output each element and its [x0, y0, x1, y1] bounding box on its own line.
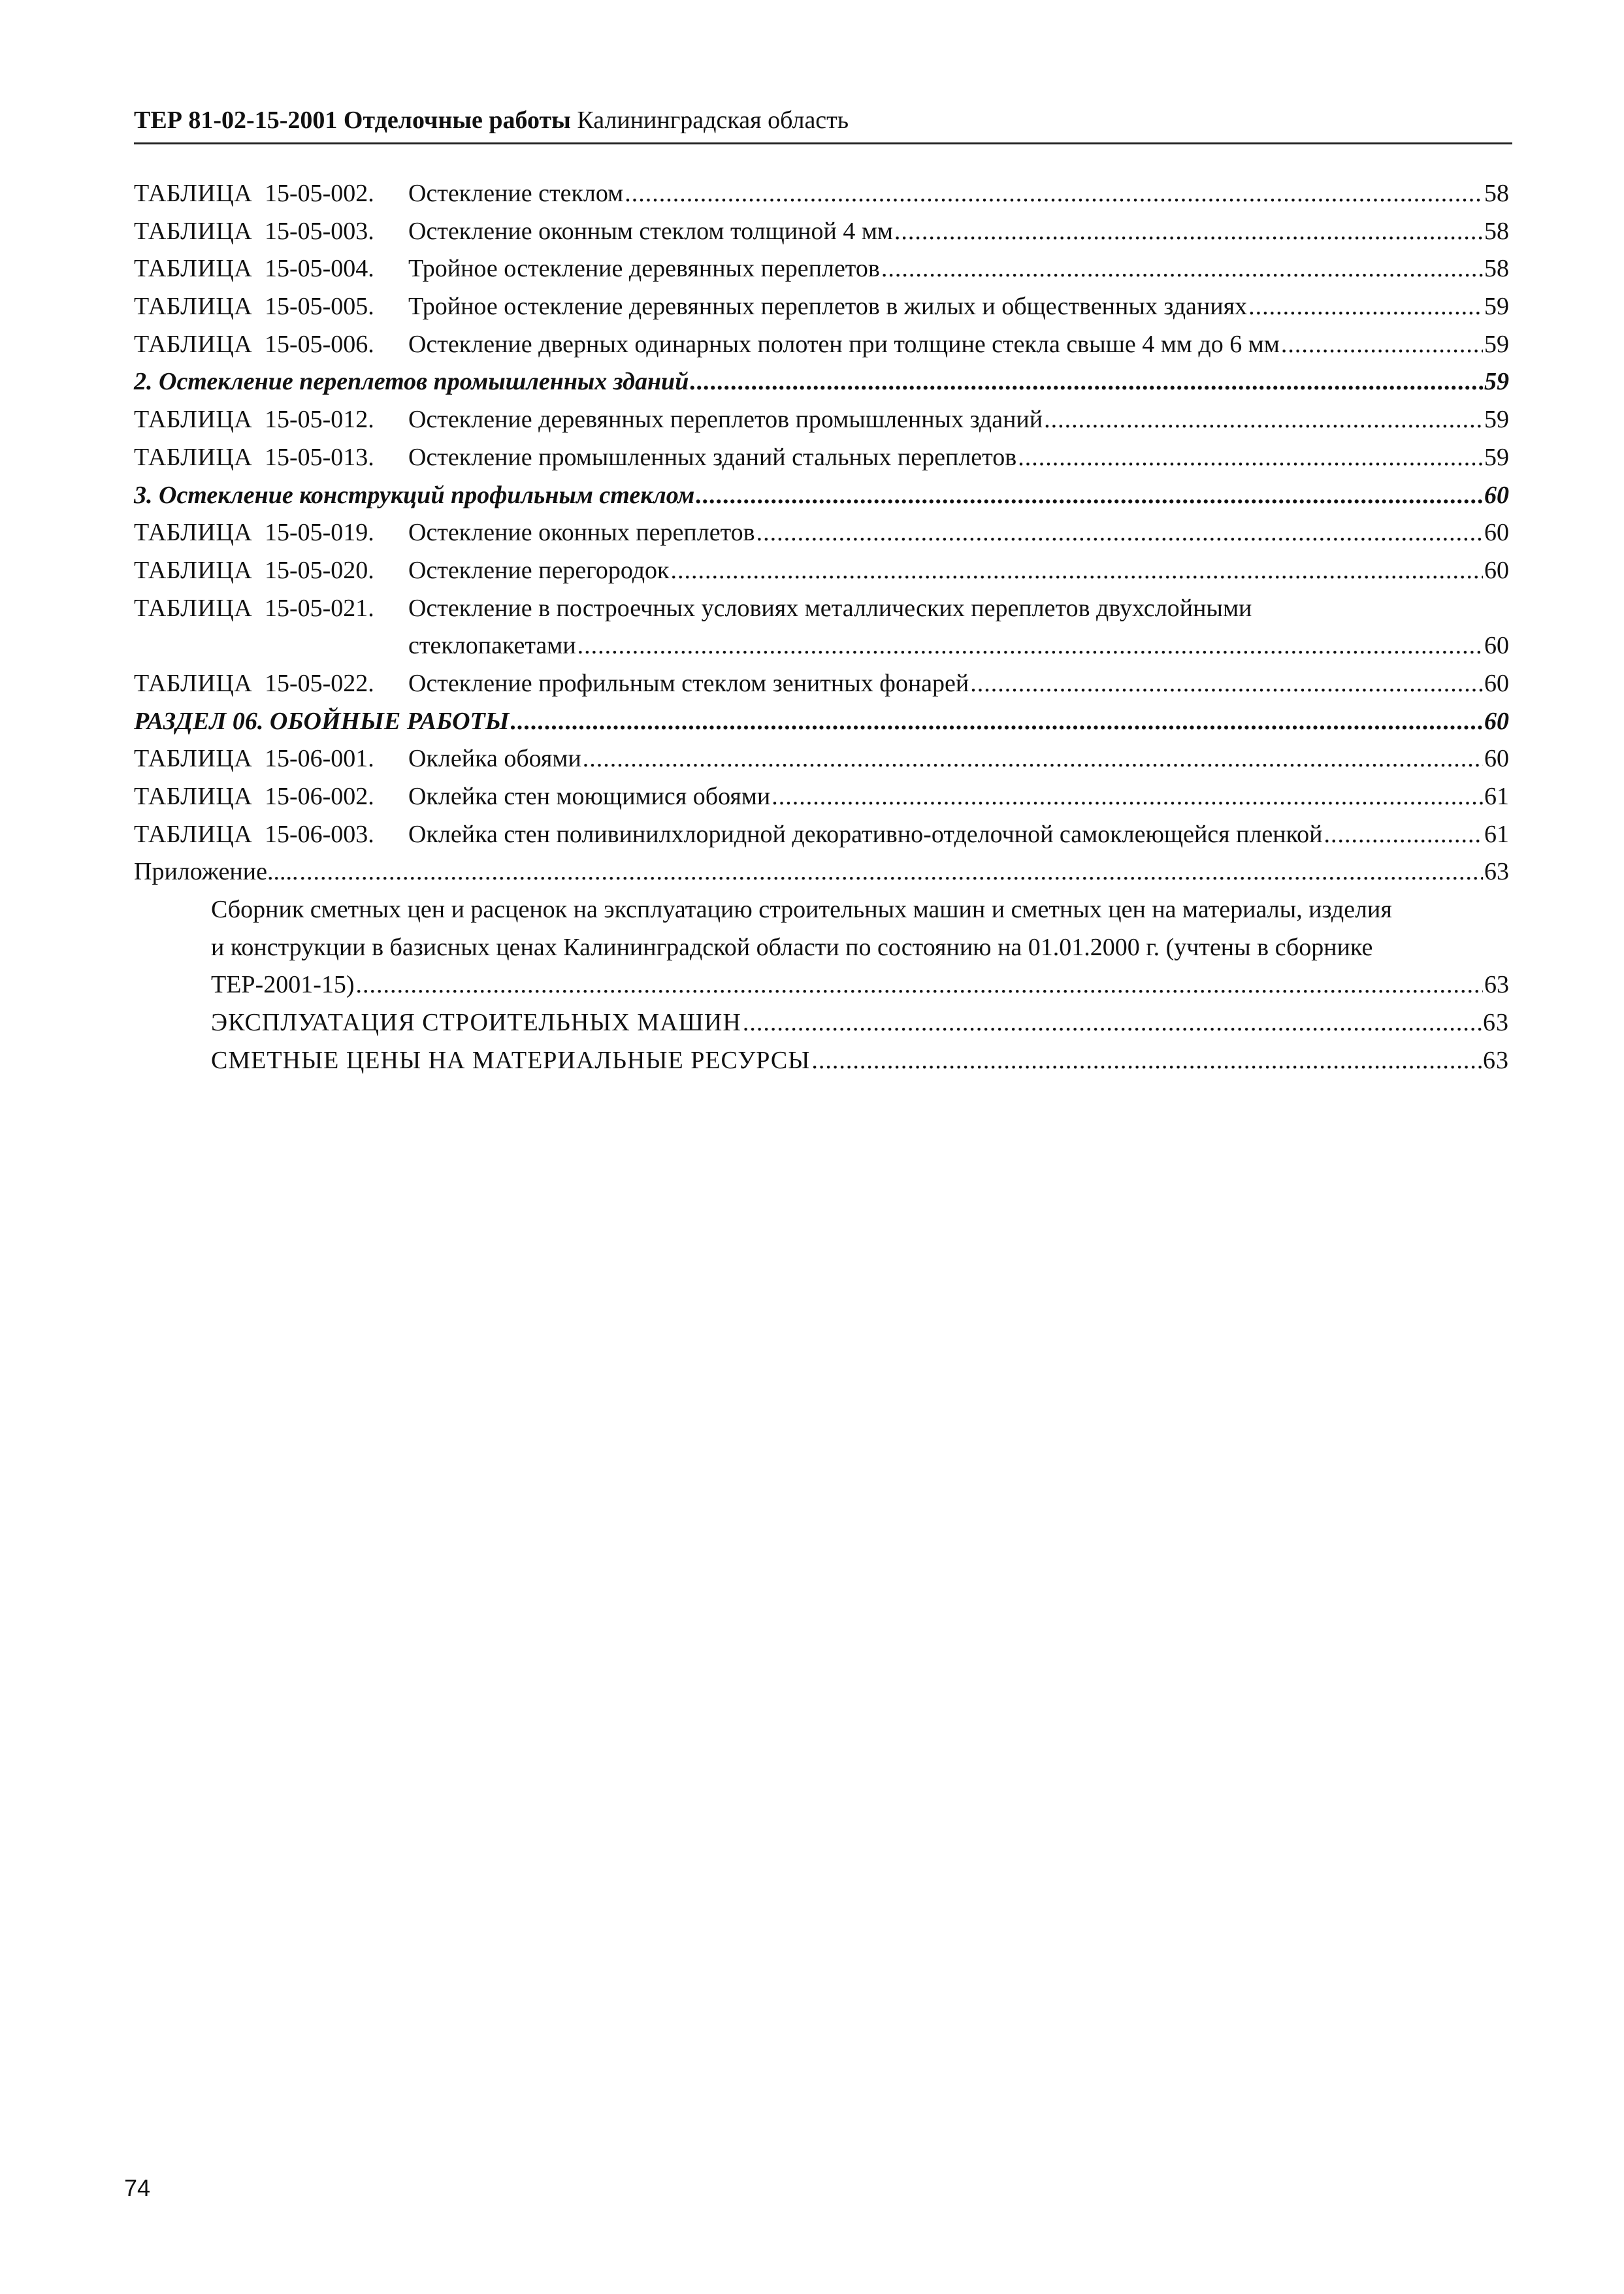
toc-title: Остекление промышленных зданий стальных переплетов	[408, 443, 1017, 471]
dot-leader	[696, 477, 1483, 515]
toc-section-title: 3. Остекление конструкций профильным стеклом	[134, 481, 695, 509]
page-number: 74	[124, 2174, 151, 2201]
toc-entry[interactable]	[134, 740, 1509, 778]
appendix-item[interactable]	[134, 1004, 1509, 1042]
toc-number: 15-05-019.	[265, 519, 374, 547]
toc-number: 15-05-004.	[265, 255, 374, 283]
toc-title: Остекление оконных переплетов	[408, 519, 755, 547]
header-code: ТЕР 81-02-15-2001	[134, 107, 338, 134]
toc-title: Остекление в построечных условиях металлических переплетов двухслойными	[408, 594, 1252, 622]
toc-entry[interactable]	[134, 250, 1509, 288]
header-region: Калининградская область	[577, 107, 849, 134]
dot-leader	[583, 740, 1483, 778]
toc-section-title: 2. Остекление переплетов промышленных зданий	[134, 368, 689, 396]
toc-title: Остекление стеклом	[408, 180, 624, 207]
toc-entry[interactable]	[134, 326, 1509, 364]
toc-title: Остекление профильным стеклом зенитных фонарей	[408, 669, 969, 697]
toc-prefix: ТАБЛИЦА	[134, 669, 253, 697]
toc-prefix: ТАБЛИЦА	[134, 783, 253, 810]
toc-title: Остекление перегородок	[408, 556, 670, 584]
toc-page: 63	[1483, 1046, 1509, 1074]
appendix-collection-line3[interactable]: ТЕР-2001-15) ..... 63	[134, 966, 1509, 1004]
toc-title: Оклейка стен моющимися обоями	[408, 783, 771, 810]
dot-leader	[1018, 439, 1483, 477]
toc-section-title: РАЗДЕЛ 06. ОБОЙНЫЕ РАБОТЫ	[134, 707, 510, 735]
toc-number: 15-06-001.	[265, 745, 374, 773]
toc-title: Остекление дверных одинарных полотен при толщине стекла свыше 4 мм до 6 мм	[408, 330, 1280, 358]
toc-page: 60	[1484, 519, 1509, 547]
dot-leader	[743, 1004, 1482, 1042]
toc-number: 15-05-006.	[265, 330, 374, 358]
dot-leader	[356, 966, 1483, 1004]
toc-prefix: ТАБЛИЦА	[134, 519, 253, 547]
toc-prefix: ТАБЛИЦА	[134, 293, 253, 321]
toc-page: 59	[1484, 293, 1509, 321]
toc-entry-continuation[interactable]	[134, 627, 1509, 665]
toc-page: 60	[1484, 556, 1509, 584]
toc-entry[interactable]	[134, 439, 1509, 477]
toc-entry[interactable]	[134, 778, 1509, 816]
dot-leader	[811, 1042, 1482, 1080]
toc-number: 15-05-021.	[265, 594, 374, 622]
dot-leader	[1248, 288, 1483, 326]
dot-leader	[511, 703, 1483, 741]
toc-entry[interactable]	[134, 816, 1509, 854]
toc-prefix: ТАБЛИЦА	[134, 180, 253, 207]
toc-page: 60	[1484, 669, 1509, 697]
toc-page: 61	[1484, 820, 1509, 848]
toc-page: 59	[1484, 443, 1509, 471]
dot-leader	[771, 778, 1483, 816]
toc-page: 60	[1484, 632, 1509, 660]
appendix-collection-line2: и конструкции в базисных ценах Калининградской области по состоянию на 01.01.2000 г. (учтены в сборнике	[211, 933, 1373, 961]
header-title: Отделочные работы	[343, 107, 571, 134]
toc-appendix[interactable]	[134, 853, 1509, 891]
toc-prefix: ТАБЛИЦА	[134, 820, 253, 848]
dot-leader	[1044, 401, 1483, 439]
toc-entry[interactable]	[134, 401, 1509, 439]
toc-prefix: ТАБЛИЦА	[134, 556, 253, 584]
toc-entry[interactable]	[134, 213, 1509, 251]
toc-title: Тройное остекление деревянных переплетов	[408, 255, 880, 283]
toc-number: 15-05-005.	[265, 293, 374, 321]
dot-leader	[970, 665, 1483, 703]
toc-title: Тройное остекление деревянных переплетов в жилых и общественных зданиях	[408, 293, 1248, 321]
toc-page: 63	[1483, 1009, 1509, 1037]
toc-entry[interactable]	[134, 590, 1509, 628]
toc-page: 60	[1484, 745, 1509, 773]
toc-title: Остекление оконным стеклом толщиной 4 мм	[408, 217, 893, 245]
toc-prefix: ТАБЛИЦА	[134, 330, 253, 358]
toc-prefix: ТАБЛИЦА	[134, 443, 253, 471]
dot-leader	[1281, 326, 1483, 364]
toc-page: 59	[1484, 330, 1509, 358]
toc-page: 61	[1484, 783, 1509, 810]
toc-page: 59	[1484, 368, 1509, 396]
dot-leader	[894, 213, 1483, 251]
toc-title: Остекление деревянных переплетов промышленных зданий	[408, 406, 1043, 434]
toc-page: 58	[1484, 255, 1509, 283]
toc-number: 15-05-003.	[265, 217, 374, 245]
running-header	[134, 103, 1512, 144]
toc-section[interactable]	[134, 703, 1509, 741]
toc-prefix: ТАБЛИЦА	[134, 406, 253, 434]
toc-page: 58	[1484, 180, 1509, 207]
toc-entry[interactable]	[134, 514, 1509, 552]
toc-page: 63	[1484, 971, 1509, 999]
toc-title: Оклейка обоями	[408, 745, 581, 773]
toc-prefix: ТАБЛИЦА	[134, 217, 253, 245]
dot-leader	[756, 514, 1483, 552]
toc-page: 63	[1484, 858, 1509, 886]
toc-page: 59	[1484, 406, 1509, 434]
toc-prefix: ТАБЛИЦА	[134, 745, 253, 773]
toc-number: 15-06-002.	[265, 783, 374, 810]
appendix-dots: .....	[267, 858, 299, 886]
appendix-item-title: СМЕТНЫЕ ЦЕНЫ НА МАТЕРИАЛЬНЫЕ РЕСУРСЫ	[211, 1046, 811, 1074]
toc-title: Оклейка стен поливинилхлоридной декоративно-отделочной самоклеющейся пленкой	[408, 820, 1323, 848]
toc-title-continuation: стеклопакетами	[408, 632, 576, 660]
dot-leader	[577, 627, 1483, 665]
toc-number: 15-05-022.	[265, 669, 374, 697]
appendix-collection-line1: Сборник сметных цен и расценок на эксплуатацию строительных машин и сметных цен на материалы, изделия	[211, 896, 1392, 924]
appendix-item[interactable]	[134, 1042, 1509, 1080]
toc-number: 15-06-003.	[265, 820, 374, 848]
dot-leader	[671, 552, 1483, 590]
toc-page: 58	[1484, 217, 1509, 245]
toc-section[interactable]	[134, 363, 1509, 401]
dot-leader	[625, 175, 1483, 213]
appendix-item-title: ЭКСПЛУАТАЦИЯ СТРОИТЕЛЬНЫХ МАШИН	[211, 1009, 741, 1037]
toc-entry[interactable]	[134, 665, 1509, 703]
toc-prefix: ТАБЛИЦА	[134, 594, 253, 622]
toc-number: 15-05-020.	[265, 556, 374, 584]
toc-entry[interactable]	[134, 552, 1509, 590]
dot-leader	[881, 250, 1483, 288]
toc-number: 15-05-013.	[265, 443, 374, 471]
toc-prefix: ТАБЛИЦА	[134, 255, 253, 283]
toc-number: 15-05-002.	[265, 180, 374, 207]
toc-page: 60	[1484, 707, 1509, 735]
toc-section[interactable]	[134, 477, 1509, 515]
toc-entry[interactable]	[134, 175, 1509, 213]
dot-leader	[299, 853, 1483, 891]
toc-number: 15-05-012.	[265, 406, 374, 434]
toc-page: 60	[1484, 481, 1509, 509]
toc-entry[interactable]	[134, 288, 1509, 326]
dot-leader	[1324, 816, 1483, 854]
table-of-contents	[134, 175, 1509, 1080]
appendix-title: Приложение	[134, 858, 267, 886]
dot-leader	[690, 363, 1483, 401]
